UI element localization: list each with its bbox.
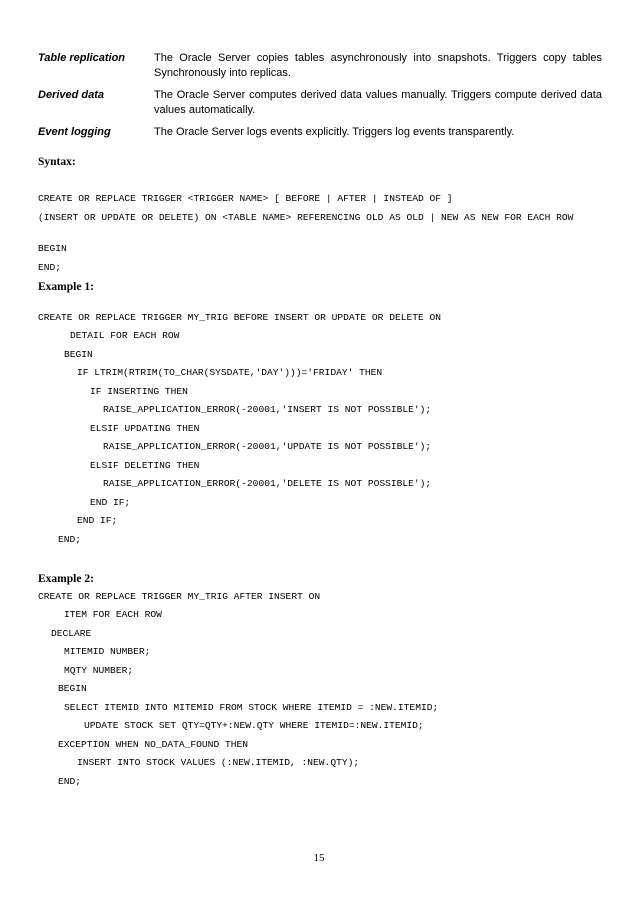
syntax-line: END; — [38, 262, 62, 273]
code-line: SELECT ITEMID INTO MITEMID FROM STOCK WHERE ITEMID = :NEW.ITEMID; — [64, 702, 439, 713]
syntax-line: CREATE OR REPLACE TRIGGER <TRIGGER NAME> [ BEFORE | AFTER | INSTEAD OF ] — [38, 193, 453, 204]
definition-term: Event logging — [38, 126, 111, 138]
code-line: DECLARE — [51, 628, 92, 639]
code-line: CREATE OR REPLACE TRIGGER MY_TRIG BEFORE INSERT OR UPDATE OR DELETE ON — [38, 312, 442, 323]
code-line: MITEMID NUMBER; — [64, 646, 151, 657]
definition-description: The Oracle Server computes derived data values manually. Triggers compute derived data values automatically. — [154, 89, 602, 116]
code-line: BEGIN — [58, 683, 87, 694]
code-line: EXCEPTION WHEN NO_DATA_FOUND THEN — [58, 739, 248, 750]
code-line: ITEM FOR EACH ROW — [64, 609, 162, 620]
code-line: RAISE_APPLICATION_ERROR(-20001,'INSERT IS NOT POSSIBLE'); — [103, 404, 432, 415]
code-line: END IF; — [77, 515, 118, 526]
code-line: END; — [58, 776, 82, 787]
code-line: INSERT INTO STOCK VALUES (:NEW.ITEMID, :NEW.QTY); — [77, 757, 360, 768]
definition-term: Table replication — [38, 52, 126, 64]
definition-row-table-replication — [38, 51, 602, 81]
definition-term: Derived data — [38, 89, 105, 101]
code-line: ELSIF DELETING THEN — [90, 460, 200, 471]
example-1-heading: Example 1: — [38, 281, 94, 293]
definition-description: The Oracle Server copies tables asynchronously into snapshots. Triggers copy tables Synchronously into replicas. — [154, 52, 602, 79]
code-line: IF LTRIM(RTRIM(TO_CHAR(SYSDATE,'DAY')))='FRIDAY' THEN — [77, 367, 383, 378]
code-line: RAISE_APPLICATION_ERROR(-20001,'DELETE IS NOT POSSIBLE'); — [103, 478, 432, 489]
code-line: BEGIN — [64, 349, 93, 360]
definition-row-event-logging — [38, 125, 602, 140]
code-line: MQTY NUMBER; — [64, 665, 134, 676]
page-number: 15 — [313, 852, 325, 864]
syntax-line: (INSERT OR UPDATE OR DELETE) ON <TABLE NAME> REFERENCING OLD AS OLD | NEW AS NEW FOR EACH ROW — [38, 212, 574, 223]
definition-row-derived-data — [38, 88, 602, 118]
definition-description: The Oracle Server logs events explicitly. Triggers log events transparently. — [154, 126, 515, 138]
code-line: END IF; — [90, 497, 131, 508]
code-line: IF INSERTING THEN — [90, 386, 188, 397]
syntax-line: BEGIN — [38, 243, 67, 254]
code-line: ELSIF UPDATING THEN — [90, 423, 200, 434]
code-line: RAISE_APPLICATION_ERROR(-20001,'UPDATE IS NOT POSSIBLE'); — [103, 441, 432, 452]
syntax-heading: Syntax: — [38, 156, 76, 168]
code-line: CREATE OR REPLACE TRIGGER MY_TRIG AFTER INSERT ON — [38, 591, 321, 602]
example-2-heading: Example 2: — [38, 573, 94, 585]
code-line: DETAIL FOR EACH ROW — [70, 330, 180, 341]
code-line: END; — [58, 534, 82, 545]
code-line: UPDATE STOCK SET QTY=QTY+:NEW.QTY WHERE ITEMID=:NEW.ITEMID; — [84, 720, 424, 731]
